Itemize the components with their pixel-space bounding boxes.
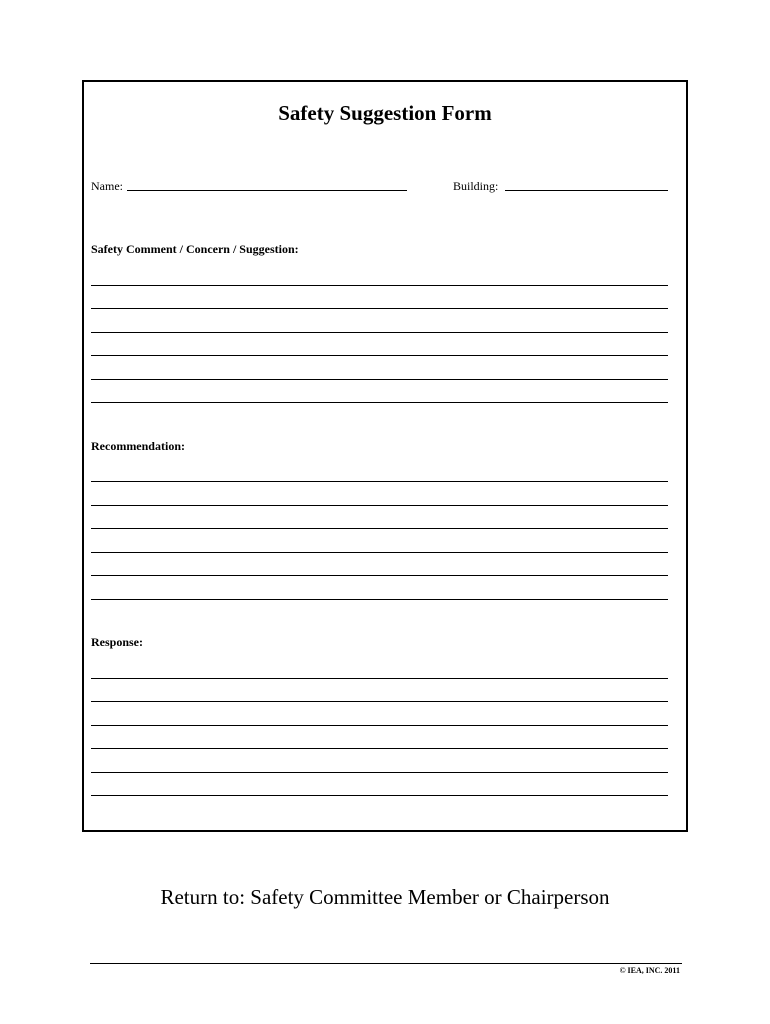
- response-line[interactable]: [91, 701, 668, 702]
- recommendation-line[interactable]: [91, 481, 668, 482]
- footer-divider: [90, 963, 682, 964]
- recommendation-line[interactable]: [91, 528, 668, 529]
- copyright-text: © IEA, INC. 2011: [619, 966, 680, 975]
- recommendation-line[interactable]: [91, 599, 668, 600]
- response-label: Response:: [91, 635, 144, 649]
- comment-label: Safety Comment / Concern / Suggestion:: [91, 242, 299, 256]
- name-field[interactable]: [127, 190, 407, 191]
- comment-line[interactable]: [91, 332, 668, 333]
- recommendation-line[interactable]: [91, 575, 668, 576]
- recommendation-line[interactable]: [91, 552, 668, 553]
- comment-line[interactable]: [91, 355, 668, 356]
- building-label: Building:: [453, 179, 499, 193]
- building-field[interactable]: [505, 190, 668, 191]
- form-title: Safety Suggestion Form: [278, 101, 492, 125]
- response-line[interactable]: [91, 678, 668, 679]
- response-line[interactable]: [91, 748, 668, 749]
- name-label: Name:: [91, 179, 123, 193]
- form-border: [82, 80, 688, 832]
- recommendation-label: Recommendation:: [91, 439, 185, 453]
- response-line[interactable]: [91, 725, 668, 726]
- comment-line[interactable]: [91, 308, 668, 309]
- recommendation-line[interactable]: [91, 505, 668, 506]
- response-line[interactable]: [91, 795, 668, 796]
- comment-line[interactable]: [91, 379, 668, 380]
- comment-line[interactable]: [91, 285, 668, 286]
- comment-line[interactable]: [91, 402, 668, 403]
- response-line[interactable]: [91, 772, 668, 773]
- return-to-text: Return to: Safety Committee Member or Chairperson: [160, 885, 610, 909]
